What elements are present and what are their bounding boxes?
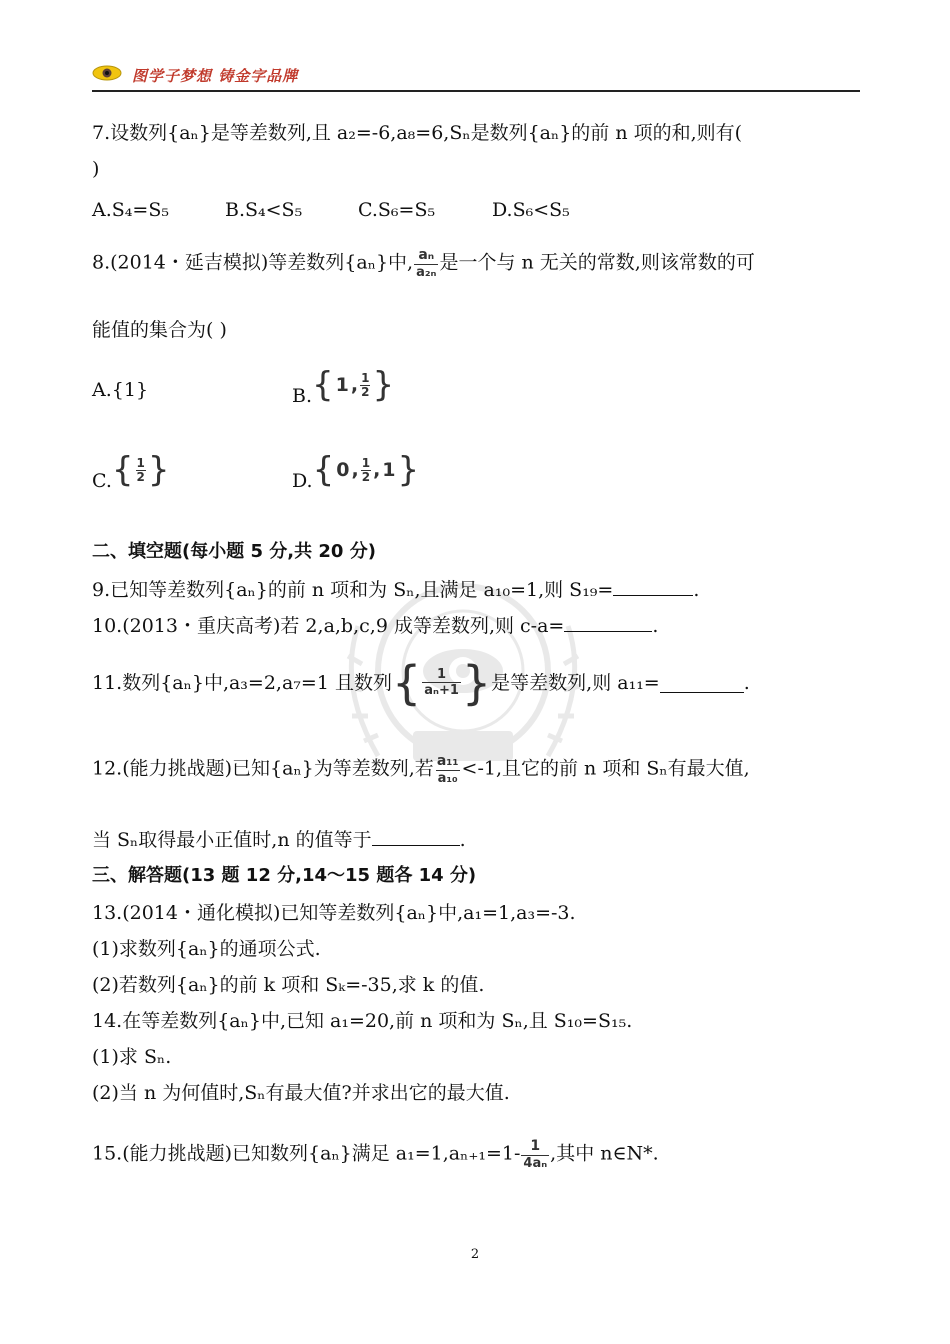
q8-option-d-set: { 0 , $\frac{1}{2}$ , 1 } — [312, 450, 420, 490]
q7-line1: 7.设数列{aₙ}是等差数列,且 a₂=-6,a₈=6,Sₙ是数列{aₙ}的前 n 项的和,则有( — [92, 122, 743, 144]
set-frac-num: 1 — [361, 370, 370, 385]
set-fraction — [360, 372, 370, 399]
q8-frac-num: aₙ — [418, 247, 435, 263]
q14-line1: 14.在等差数列{aₙ}中,已知 a₁=20,前 n 项和为 Sₙ,且 S₁₀=S₁₅. — [92, 1010, 633, 1032]
set-element: 0 — [336, 459, 350, 481]
q8-line1 — [92, 246, 755, 281]
q8-option-b-set: { 1 , $\frac{1}{2}$ } — [312, 365, 395, 405]
q8-option-d — [292, 447, 419, 493]
q11-end: . — [743, 672, 750, 694]
q11-frac-num: 1 — [437, 667, 447, 682]
q11-fraction — [422, 667, 461, 699]
set-frac-den: 2 — [361, 384, 370, 399]
set-fraction — [136, 457, 146, 484]
left-brace-icon: { — [391, 656, 422, 710]
right-brace-icon: } — [372, 365, 395, 405]
q8-option-b — [292, 362, 394, 408]
q10-end: . — [652, 615, 659, 637]
q8-frac-den: a₂ₙ — [416, 265, 437, 280]
left-brace-icon: { — [312, 450, 335, 490]
q7-option-a: A.S₄=S₅ — [92, 199, 169, 221]
right-brace-icon: } — [147, 450, 170, 490]
q8-option-c — [92, 447, 170, 493]
q7-option-d: D.S₆<S₅ — [492, 199, 570, 221]
q7-option-c: C.S₆=S₅ — [358, 199, 436, 221]
page-number: 2 — [470, 1247, 480, 1262]
section-3-heading: 三、解答题(13 题 12 分,14～15 题各 14 分) — [92, 865, 477, 886]
set-element: 1 — [382, 459, 396, 481]
q7-option-b: B.S₄<S₅ — [225, 199, 303, 221]
header-slogan: 图学子梦想 铸金字品牌 — [132, 67, 299, 85]
q12-line1 — [92, 752, 750, 787]
q11-frac-den: aₙ+1 — [424, 683, 459, 698]
right-brace-icon: } — [397, 450, 420, 490]
q8-option-c-label: C. — [92, 470, 112, 492]
left-brace-icon: { — [312, 365, 334, 405]
q12-answer-blank[interactable] — [372, 827, 460, 846]
eye-logo-icon — [92, 64, 122, 82]
q12-suffix: <-1,且它的前 n 项和 Sₙ有最大值, — [461, 757, 750, 780]
q12-line2-text: 当 Sₙ取得最小正值时,n 的值等于 — [92, 829, 372, 851]
set-frac-den: 2 — [361, 469, 371, 484]
q15-fraction — [521, 1137, 549, 1172]
q11-prefix: 11.数列{aₙ}中,a₃=2,a₇=1 且数列 — [92, 672, 392, 694]
q15-frac-den: 4aₙ — [523, 1156, 548, 1171]
q15-suffix: ,其中 n∈N*. — [550, 1142, 659, 1165]
q9-line — [92, 577, 699, 602]
q12-frac-den: a₁₀ — [437, 771, 458, 786]
q11-answer-blank[interactable] — [660, 674, 744, 693]
q14-line3: (2)当 n 为何值时,Sₙ有最大值?并求出它的最大值. — [92, 1082, 510, 1104]
left-brace-icon: { — [111, 450, 134, 490]
q15-frac-num: 1 — [530, 1138, 541, 1154]
q8-option-d-label: D. — [292, 470, 313, 492]
q14-line2: (1)求 Sₙ. — [92, 1046, 172, 1068]
q10-text: 10.(2013・重庆高考)若 2,a,b,c,9 成等差数列,则 c-a= — [92, 615, 565, 637]
q8-line2: 能值的集合为( ) — [92, 319, 227, 341]
q12-line2 — [92, 827, 466, 852]
q9-end: . — [693, 579, 700, 601]
q7-line2: ) — [92, 158, 100, 180]
set-fraction — [361, 457, 371, 484]
q11-line — [92, 656, 750, 710]
q9-answer-blank[interactable] — [613, 577, 693, 596]
set-frac-num: 1 — [361, 455, 371, 470]
set-frac-den: 2 — [136, 469, 145, 484]
q11-sequence-set — [391, 656, 492, 710]
q12-frac-num: a₁₁ — [436, 753, 459, 769]
section-2-heading: 二、填空题(每小题 5 分,共 20 分) — [92, 541, 376, 562]
q8-option-b-label: B. — [292, 385, 313, 407]
q12-fraction — [435, 752, 461, 787]
q13-line3: (2)若数列{aₙ}的前 k 项和 Sₖ=-35,求 k 的值. — [92, 974, 485, 996]
q15-prefix: 15.(能力挑战题)已知数列{aₙ}满足 a₁=1,aₙ₊₁=1- — [92, 1142, 521, 1165]
q9-text: 9.已知等差数列{aₙ}的前 n 项和为 Sₙ,且满足 a₁₀=1,则 S₁₉= — [92, 579, 614, 601]
q8-option-a: A.{1} — [92, 379, 149, 401]
q8-option-c-set — [111, 450, 170, 490]
q8-suffix: 是一个与 n 无关的常数,则该常数的可 — [439, 251, 755, 274]
q13-line2: (1)求数列{aₙ}的通项公式. — [92, 938, 321, 960]
page-header — [92, 62, 860, 92]
right-brace-icon: } — [461, 656, 492, 710]
q8-fraction — [414, 246, 438, 281]
q12-end: . — [459, 829, 466, 851]
q10-line — [92, 613, 658, 638]
q15-line — [92, 1137, 659, 1172]
set-element: 1 — [335, 374, 349, 396]
q11-suffix: 是等差数列,则 a₁₁= — [491, 672, 660, 694]
q8-prefix: 8.(2014・延吉模拟)等差数列{aₙ}中, — [92, 251, 414, 274]
q13-line1: 13.(2014・通化模拟)已知等差数列{aₙ}中,a₁=1,a₃=-3. — [92, 902, 576, 924]
set-frac-num: 1 — [136, 455, 145, 470]
q10-answer-blank[interactable] — [564, 613, 652, 632]
q12-prefix: 12.(能力挑战题)已知{aₙ}为等差数列,若 — [92, 757, 434, 780]
